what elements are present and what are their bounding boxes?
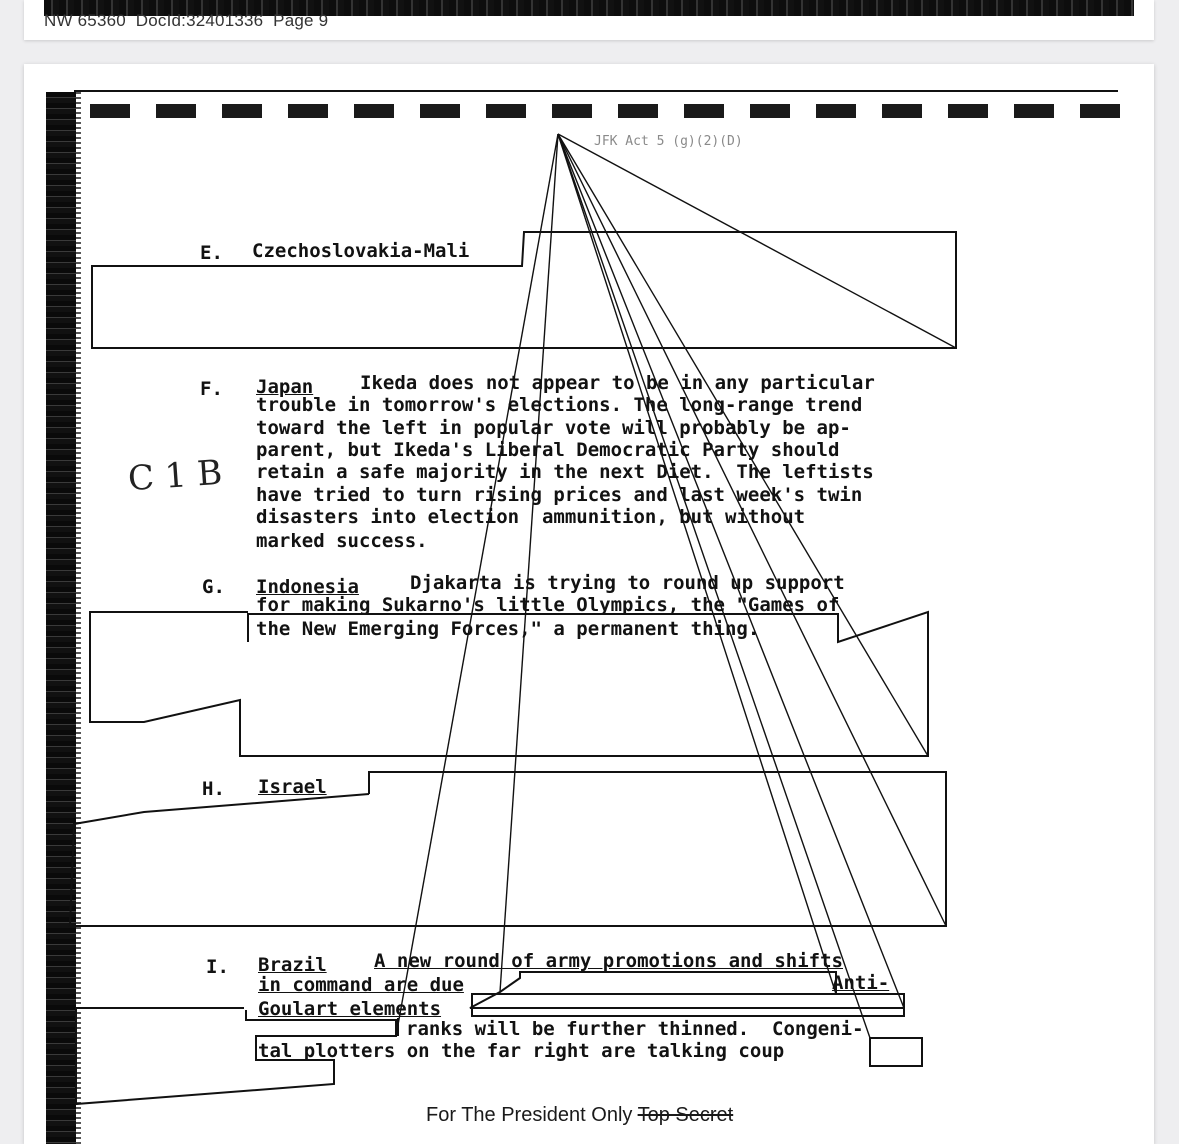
handwritten-margin-note: C 1 B: [126, 452, 224, 500]
redaction-box-i2: [472, 994, 904, 1016]
section-i-line-2: in command are due: [258, 974, 464, 996]
section-letter-f: F.: [200, 378, 223, 400]
section-letter-e: E.: [200, 242, 223, 264]
section-g-line-2: for making Sukarno's little Olympics, the "Games of: [256, 594, 840, 616]
section-title-e: Czechoslovakia-Mali: [252, 240, 470, 262]
section-f-line-8: marked success.: [256, 530, 428, 552]
section-i-line-1: A new round of army promotions and shifts: [374, 950, 843, 972]
section-title-g: Indonesia: [256, 576, 359, 598]
section-f-line-7: disasters into election ammunition, but without: [256, 506, 806, 528]
section-f-line-2: trouble in tomorrow's elections. The long-range trend: [256, 394, 863, 416]
section-title-f: Japan: [256, 376, 314, 398]
page-header: NW 65360 DocId:32401336 Page 9: [44, 11, 329, 30]
redaction-box-i4: [870, 1038, 922, 1066]
section-letter-g: G.: [202, 576, 225, 598]
classification-footer: [426, 1104, 733, 1127]
section-letter-h: H.: [202, 778, 225, 800]
section-i-line-6: tal plotters on the far right are talking coup: [258, 1040, 785, 1062]
section-g-line-3: the New Emerging Forces," a permanent thing.: [256, 618, 760, 640]
document-page: [24, 64, 1154, 1144]
section-f-line-3: toward the left in popular vote will probably be ap-: [256, 417, 851, 439]
section-title-i: Brazil: [258, 954, 327, 976]
section-f-line-4: parent, but Ikeda's Liberal Democratic Party should: [256, 439, 840, 461]
section-i-line-4: Goulart elements: [258, 998, 442, 1020]
footer-text: For The President Only: [426, 1104, 633, 1126]
section-g-line-1: Djakarta is trying to round up support: [410, 572, 845, 594]
section-f-line-5: retain a safe majority in the next Diet. The leftists: [256, 461, 874, 483]
section-f-line-1: Ikeda does not appear to be in any particular: [360, 372, 875, 394]
footer-struck-text: Top Secret: [637, 1104, 734, 1126]
exemption-stamp: JFK Act 5 (g)(2)(D): [594, 134, 743, 149]
section-f-line-6: have tried to turn rising prices and last week's twin: [256, 484, 863, 506]
section-title-h: Israel: [258, 776, 327, 798]
section-i-line-3: Anti-: [832, 972, 890, 994]
section-i-line-5: ranks will be further thinned. Congeni-: [406, 1018, 864, 1040]
section-letter-i: I.: [206, 956, 229, 978]
